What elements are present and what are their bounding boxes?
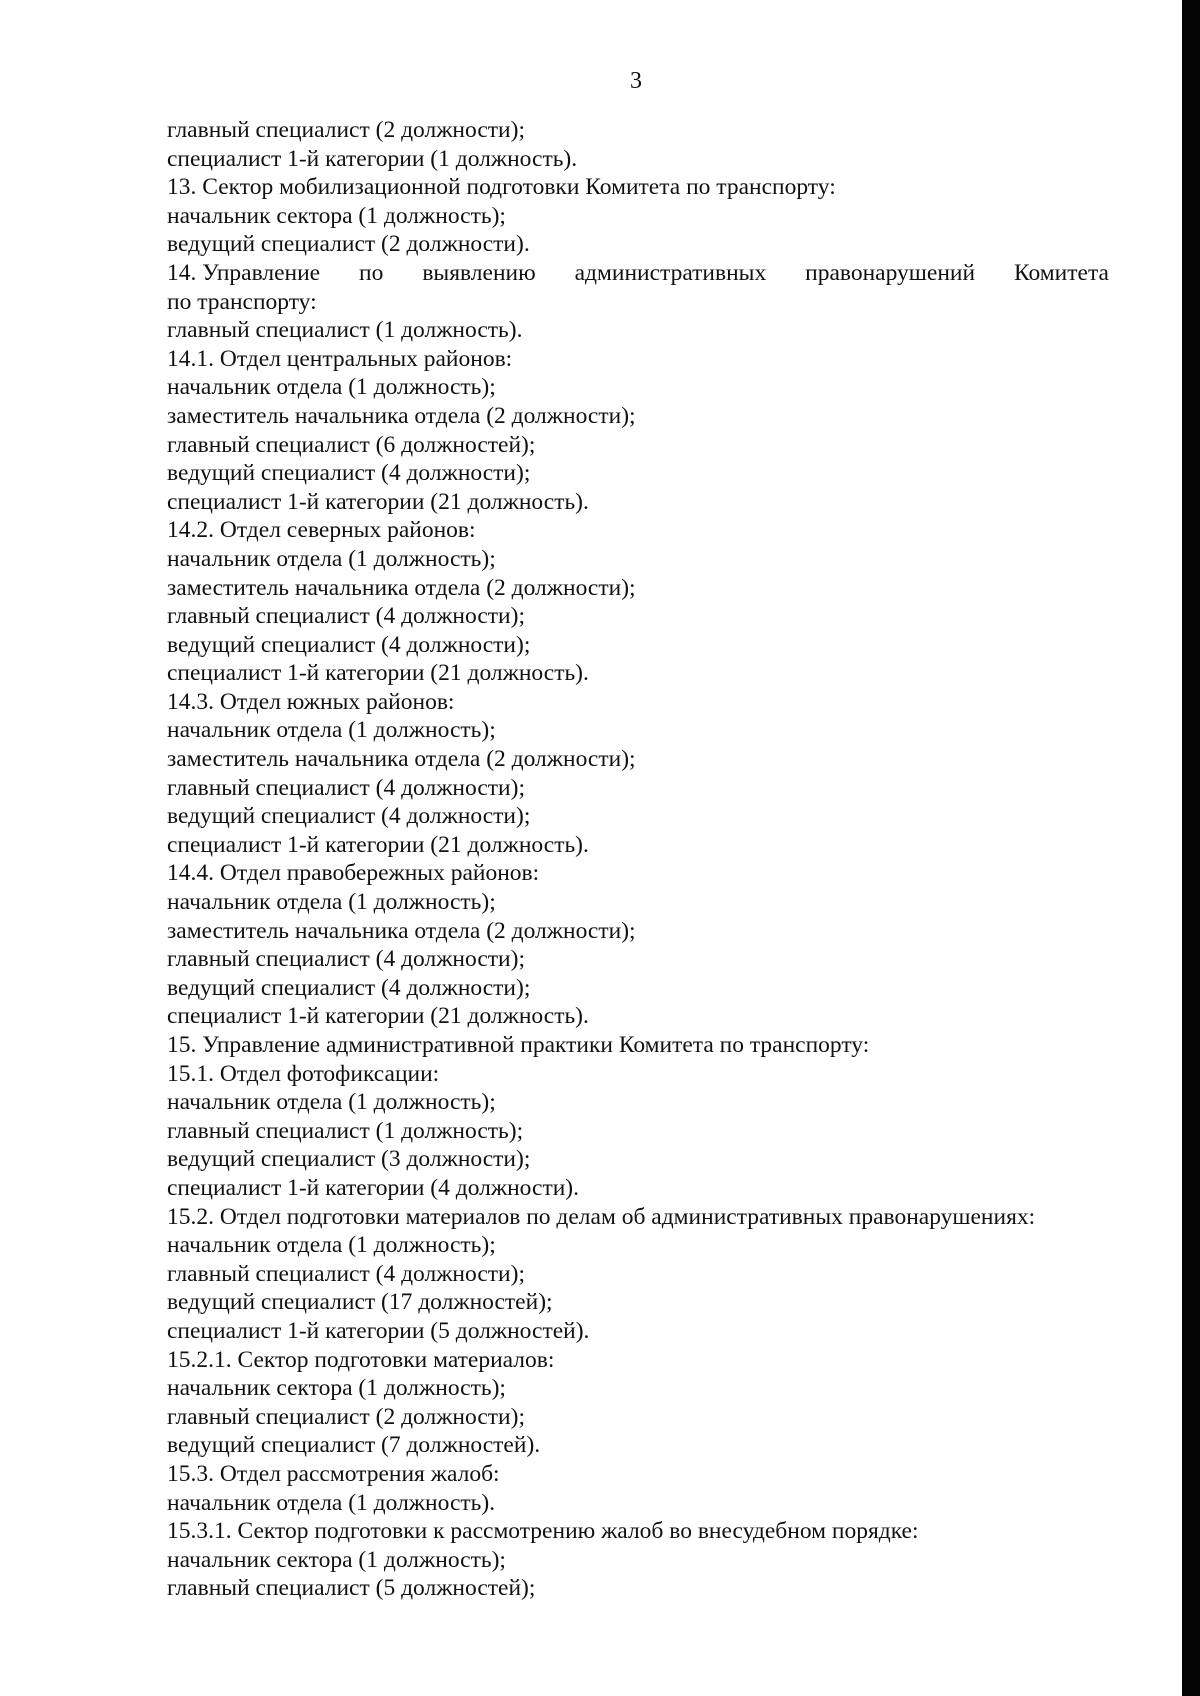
text-line: ведущий специалист (4 должности); [167, 460, 531, 487]
subsection-heading-15-2-1: 15.2.1. Сектор подготовки материалов: [167, 1346, 555, 1373]
heading-word: выявлению [422, 259, 536, 286]
text-line: начальник сектора (1 должность); [167, 1546, 506, 1573]
text-line: ведущий специалист (4 должности); [167, 803, 531, 830]
text-line: специалист 1-й категории (21 должность). [167, 660, 589, 687]
subsection-heading-15-3-1: 15.3.1. Сектор подготовки к рассмотрению жалоб во внесудебном порядке: [167, 1518, 919, 1545]
section-heading-13: 13. Сектор мобилизационной подготовки Комитета по транспорту: [167, 174, 836, 201]
heading-word: административных [574, 259, 767, 286]
text-line: заместитель начальника отдела (2 должности); [167, 402, 636, 429]
text-line: главный специалист (1 должность). [167, 317, 523, 344]
text-line: главный специалист (4 должности); [167, 603, 525, 630]
section-heading-15: 15. Управление административной практики Комитета по транспорту: [167, 1032, 870, 1058]
text-line: главный специалист (5 должностей); [167, 1575, 536, 1602]
text-line: главный специалист (2 должности); [167, 1403, 525, 1430]
text-line: начальник отдела (1 должность); [167, 545, 496, 572]
text-line: специалист 1-й категории (21 должность). [167, 831, 589, 858]
text-line: главный специалист (4 должности); [167, 1260, 525, 1287]
heading-word: 14. Управление [167, 259, 321, 286]
section-heading-14-continued: по транспорту: [167, 288, 317, 315]
text-line: начальник отдела (1 должность); [167, 1089, 496, 1116]
text-line: главный специалист (4 должности); [167, 774, 525, 801]
document-body [167, 116, 1109, 1603]
text-line: главный специалист (2 должности); [167, 117, 525, 143]
text-line: начальник отдела (1 должность); [167, 889, 496, 916]
text-line: заместитель начальника отдела (2 должности); [167, 574, 636, 601]
text-line: ведущий специалист (7 должностей). [167, 1432, 541, 1459]
text-line: ведущий специалист (17 должностей); [167, 1289, 553, 1316]
text-line: начальник отдела (1 должность); [167, 1232, 496, 1259]
page-number: 3 [630, 68, 642, 94]
text-line: заместитель начальника отдела (2 должности); [167, 746, 636, 773]
text-line: начальник сектора (1 должность); [167, 202, 506, 229]
text-line: специалист 1-й категории (21 должность). [167, 488, 589, 515]
text-line: заместитель начальника отдела (2 должности); [167, 917, 636, 944]
scan-page-edge [1182, 0, 1200, 1696]
text-line: ведущий специалист (2 должности). [167, 231, 530, 258]
text-line: специалист 1-й категории (21 должность). [167, 1003, 589, 1030]
subsection-heading-14-2: 14.2. Отдел северных районов: [167, 517, 476, 544]
text-line: ведущий специалист (4 должности); [167, 974, 531, 1001]
text-line: ведущий специалист (3 должности); [167, 1146, 531, 1173]
heading-word: по [359, 259, 384, 286]
subsection-heading-14-1: 14.1. Отдел центральных районов: [167, 345, 513, 372]
text-line: ведущий специалист (4 должности); [167, 631, 531, 658]
text-line: начальник отдела (1 должность). [167, 1489, 496, 1516]
subsection-heading-15-2: 15.2. Отдел подготовки материалов по делам об административных правонарушениях: [167, 1203, 1036, 1230]
heading-word: правонарушений [805, 259, 976, 286]
heading-word: Комитета [1014, 259, 1109, 286]
subsection-heading-14-4: 14.4. Отдел правобережных районов: [167, 860, 540, 887]
text-line: специалист 1-й категории (4 должности). [167, 1174, 579, 1201]
text-line: начальник отдела (1 должность); [167, 374, 496, 401]
text-line: главный специалист (1 должность); [167, 1117, 524, 1144]
subsection-heading-14-3: 14.3. Отдел южных районов: [167, 688, 455, 715]
text-line: главный специалист (6 должностей); [167, 431, 536, 458]
text-line: начальник отдела (1 должность); [167, 717, 496, 744]
section-heading-14 [167, 259, 1109, 288]
subsection-heading-15-1: 15.1. Отдел фотофиксации: [167, 1060, 440, 1087]
subsection-heading-15-3: 15.3. Отдел рассмотрения жалоб: [167, 1460, 500, 1487]
text-line: специалист 1-й категории (1 должность). [167, 145, 578, 172]
text-line: начальник сектора (1 должность); [167, 1375, 506, 1402]
text-line: специалист 1-й категории (5 должностей). [167, 1317, 590, 1344]
text-line: главный специалист (4 должности); [167, 946, 525, 973]
